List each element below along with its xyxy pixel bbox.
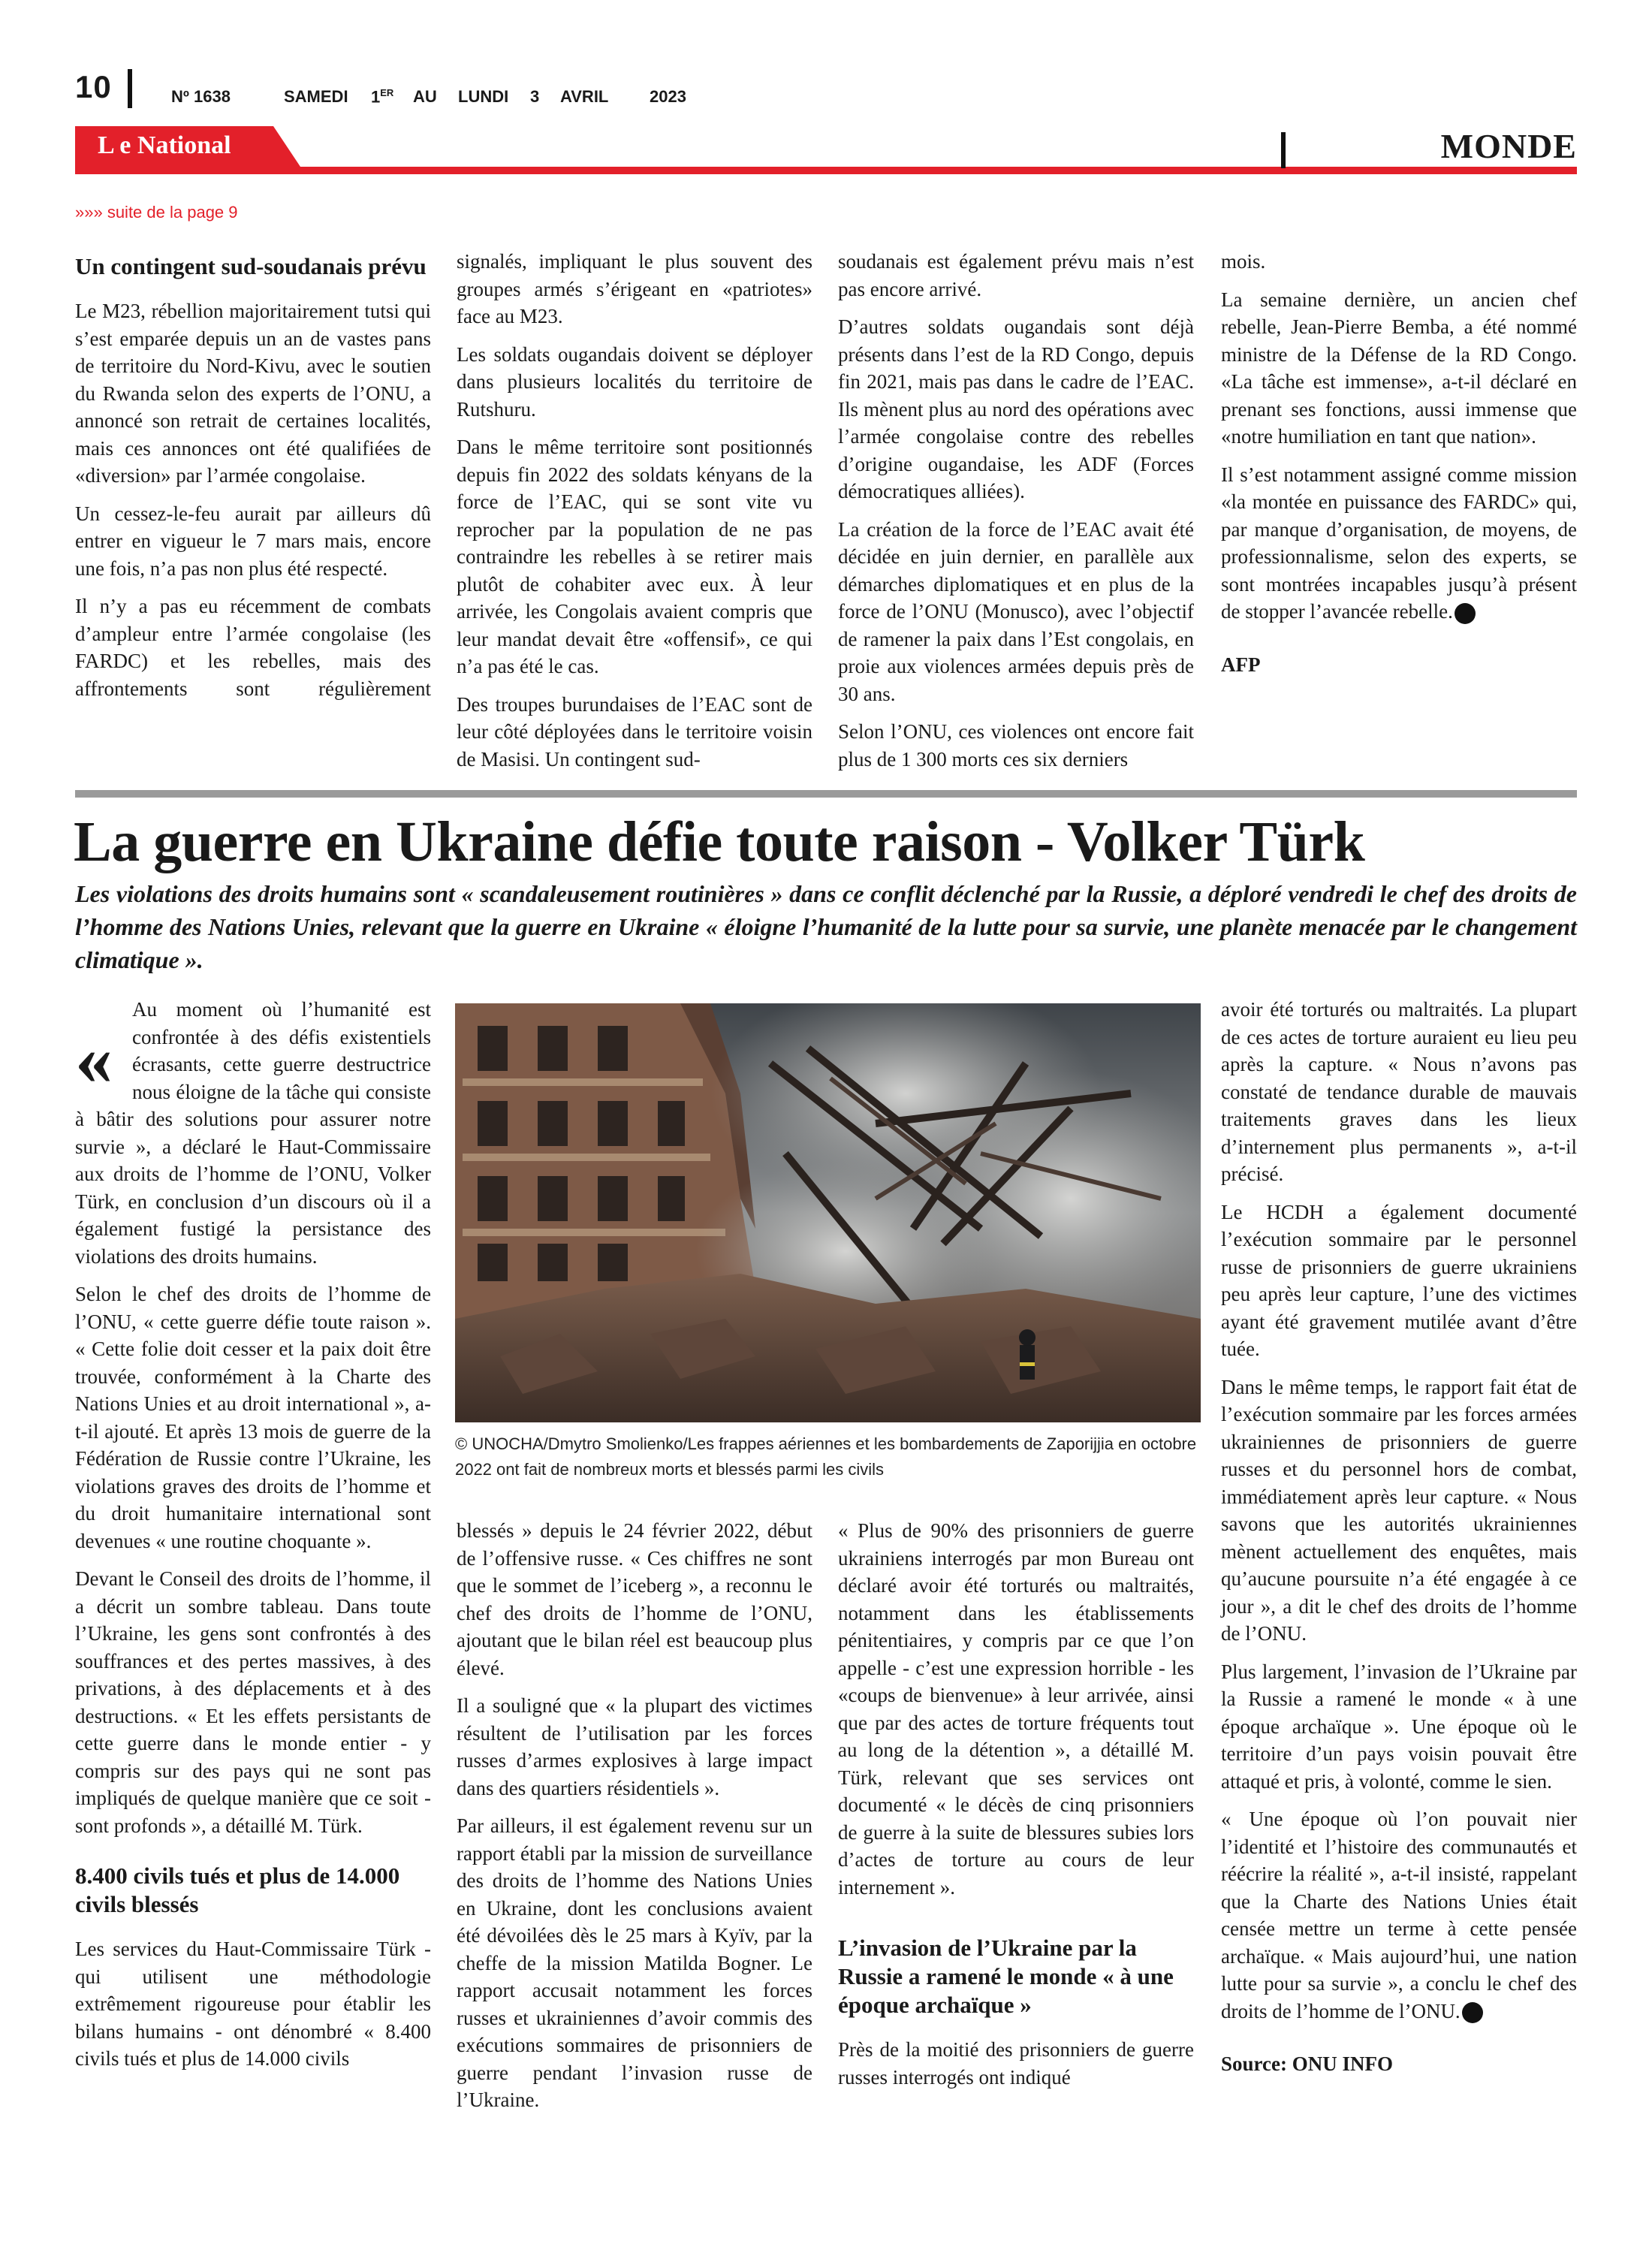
paragraph: Plus largement, l’invasion de l’Ukraine par la Russie a ramené le monde « à une époque archaïque ». Une époque où le territoire d’un pays voisin pouvait être attaqué et pris, à volonté, comme le sien. (1221, 1660, 1577, 1793)
article1-signature: AFP (1221, 653, 1261, 676)
paragraph: Selon le chef des droits de l’homme de l’ONU, « cette guerre défie toute raison ». « Cette folie doit cesser et la paix doit être trouvée, conformément à la Charte des Nations Unies et au droit international », a-t-il ajouté. Et après 13 mois de guerre de la Fédération de Russie contre l’Ukraine, les violations graves des droits de l’homme et du droit humanitaire international sont devenues « une routine choquante ». (75, 1283, 431, 1552)
article2-column-2 (457, 1517, 812, 2125)
destroyed-building-image (455, 1003, 1201, 1422)
paragraph: soudanais est également prévu mais n’est pas encore arrivé. (838, 250, 1194, 300)
paragraph (1221, 461, 1577, 626)
paragraph: La semaine dernière, un ancien chef rebelle, Jean-Pierre Bemba, a été nommé ministre de la Défense de la RD Congo. «La tâche est immense», a-t-il déclaré en prenant ses fonctions, aussi immense que «notre humiliation en tant que nation». (1221, 288, 1577, 448)
paragraph: Devant le Conseil des droits de l’homme, il a décrit un sombre tableau. Dans toute l’Ukraine, les gens sont confrontés à des souffrances et des pertes massives, à des privations, à des déplacements et à des destructions. « Et les effets persistants de cette guerre dans le monde entier - y compris sur des pays qui ne sont pas impliqués de quelque manière que ce soit - sont profonds », a détaillé M. Türk. (75, 1567, 431, 1837)
paragraph: « Plus de 90% des prisonniers de guerre ukrainiens interrogés par mon Bureau ont déclaré avoir été torturés ou maltraités, notamment dans les établissements pénitentiaires, y compris par ce que l’on appelle - c’est une expression horrible - les «coups de bienvenue» à leur arrivée, ainsi que par des actes de torture fréquents tout au long de la détention », a détaillé M. Türk, relevant que ses services ont documenté « le décès de cinq prisonniers de guerre à la suite de blessures subies lors d’actes de torture au cours de leur internement ». (838, 1519, 1194, 1899)
article1-column-3 (838, 248, 1194, 783)
paragraph: Le M23, rébellion majoritairement tutsi qui s’est emparée depuis un an de vastes pans de territoire du Nord-Kivu, avec le soutien du Rwanda selon des experts de l’ONU, a annoncé son retrait de certaines localités, mais ces annonces ont été qualifiées de «diversion» par l’armée congolaise. (75, 300, 431, 487)
paragraph: blessés » depuis le 24 février 2022, début de l’offensive russe. « Ces chiffres ne sont que le sommet de l’iceberg », a reconnu le chef des droits de l’homme de l’ONU, ajoutant que le bilan réel est beaucoup plus élevé. (457, 1519, 812, 1679)
article-separator (75, 790, 1577, 798)
paragraph: signalés, impliquant le plus souvent des groupes armés s’érigeant en «patriotes» face au M23. (457, 250, 812, 327)
brand-name: L e National (98, 131, 231, 159)
paragraph: Au moment où l’humanité est confrontée à des défis existentiels écrasants, cette guerre destructrice nous éloigne de la tâche qui consiste à bâtir des solutions pour assurer notre survie », a déclaré le Haut-Commissaire aux droits de l’homme de l’ONU, Volker Türk, en conclusion d’un discours où il a également fustigé la persistance des violations des droits humains. (75, 996, 431, 1270)
opening-quote-mark: « (75, 1017, 113, 1100)
date-day: SAMEDI (284, 87, 348, 106)
paragraph: Les services du Haut-Commissaire Türk - qui utilisent une méthodologie extrêmement rigoureuse pour établir les bilans humains - ont dénombré « 8.400 civils tués et plus de 14.000 civils (75, 1938, 431, 2070)
end-of-article-icon (1455, 603, 1476, 624)
article2-column-4 (1221, 996, 1577, 2089)
paragraph: Un cessez-le-feu aurait par ailleurs dû entrer en vigueur le 7 mars mais, encore une fois, n’a pas non plus été respecté. (75, 502, 431, 580)
paragraph: Le HCDH a également documenté l’exécution sommaire par le personnel russe de prisonniers de guerre ukrainiens peu après leur capture, l’une des victimes ayant été gravement mutilée avant d’être tuée. (1221, 1200, 1577, 1360)
war-photo (455, 1003, 1201, 1422)
paragraph (1221, 1805, 1577, 2025)
photo-caption: © UNOCHA/Dmytro Smolienko/Les frappes aériennes et les bombardements de Zaporijjia en octobre 2022 ont fait de nombreux morts et blessés parmi les civils (455, 1434, 1197, 1479)
paragraph: Il n’y a pas eu récemment de combats d’ampleur entre l’armée congolaise (les FARDC) et les rebelles, mais des affrontements sont régulièrement (75, 595, 431, 700)
paragraph: La création de la force de l’EAC avait été décidée en juin dernier, en parallèle aux démarches diplomatiques et en plus de la force de l’ONU (Monusco), avec l’objectif de ramener la paix dans l’Est congolais, en proie aux violences armées depuis près de 30 ans. (838, 517, 1194, 705)
continued-from: »»» suite de la page 9 (75, 203, 238, 222)
article1-subhead: Un contingent sud-soudanais prévu (75, 253, 427, 279)
article2-standfirst: Les violations des droits humains sont « scandaleusement routinières » dans ce conflit déclenché par la Russie, a déploré vendredi le chef des droits de l’homme des Nations Unies, relevant que la guerre en Ukraine « éloigne l’humanité de la lutte pour sa survie, une planète menacée par le changement climatique ». (75, 880, 1577, 973)
date-au: AU (413, 87, 437, 106)
paragraph: Il a souligné que « la plupart des victimes résultent de l’utilisation par les forces russes d’armes explosives à large impact dans des quartiers résidentiels ». (457, 1694, 812, 1799)
article2-column-3 (838, 1517, 1194, 2101)
article1-column-4 (1221, 248, 1577, 689)
date-ordinal (371, 87, 393, 107)
end-of-article-icon (1462, 2002, 1483, 2023)
paragraph: avoir été torturés ou maltraités. La plupart de ces actes de torture auraient eu lieu peu après la capture. « Nous n’avons pas constaté de tendance durable de mauvais traitements graves dans les lieux d’internement plus permanents », a-t-il précisé. (1221, 998, 1577, 1185)
quote-spacer (75, 996, 132, 1101)
page-number-divider (128, 69, 132, 108)
article2-subhead-1: 8.400 civils tués et plus de 14.000 civils blessés (75, 1862, 400, 1917)
paragraph: Par ailleurs, il est également revenu sur un rapport établi par la mission de surveillance des droits de l’homme des Nations Unies en Ukraine, dont les conclusions avaient été dévoilées dès le 25 mars à Kyïv, par la cheffe de la mission Matilda Bogner. Le rapport accusait notamment les forces russes et ukrainiennes d’avoir commis des exécutions sommaires de prisonniers de guerre pendant l’invasion russe de l’Ukraine. (457, 1814, 812, 2111)
paragraph-text: Il s’est notamment assigné comme mission «la montée en puissance des FARDC» qui, par manque d’organisation, de moyens, de professionnalisme, selon des experts, se sont montrées incapables jusqu’à présent de stopper l’avancée rebelle. (1221, 463, 1577, 623)
section-divider (1281, 132, 1286, 168)
section-title: MONDE (1440, 127, 1577, 165)
article2-headline: La guerre en Ukraine défie toute raison - Volker Türk (74, 810, 1365, 873)
article2-subhead-2: L’invasion de l’Ukraine par la Russie a ramené le monde « à une époque archaïque » (838, 1935, 1174, 2018)
date-ordinal-suffix: ER (380, 87, 394, 98)
date-month: AVRIL (560, 87, 609, 106)
date-end-day: LUNDI (458, 87, 509, 106)
paragraph: Près de la moitié des prisonniers de guerre russes interrogés ont indiqué (838, 2038, 1194, 2089)
page-number: 10 (75, 69, 112, 104)
date-year: 2023 (650, 87, 686, 106)
paragraph: Dans le même temps, le rapport fait état de l’exécution sommaire par les forces armées ukrainiennes de prisonniers de guerre russes et du personnel hors de combat, immédiatement après leur capture. « Nous savons que les autorités ukrainiennes mènent actuellement des enquêtes, mais qu’aucune poursuite n’a été engagée à ce jour », a dit le chef des droits de l’homme de l’ONU. (1221, 1375, 1577, 1645)
paragraph: D’autres soldats ougandais sont déjà présents dans l’est de la RD Congo, depuis fin 2021, mais pas dans le cadre de l’EAC. Ils mènent plus au nord des opérations avec l’armée congolaise contre des rebelles d’origine ougandaise, les ADF (Forces démocratiques alliées). (838, 315, 1194, 502)
issue-number: Nº 1638 (171, 87, 231, 106)
article2-column-1 (75, 996, 431, 2083)
date-number: 3 (530, 87, 540, 106)
header-rule (75, 167, 1577, 174)
date-ordinal-number: 1 (371, 87, 381, 107)
article1-column-1 (75, 252, 431, 713)
paragraph: Des troupes burundaises de l’EAC sont de leur côté déployées dans le territoire voisin de Masisi. Un contingent sud- (457, 692, 812, 771)
paragraph: Les soldats ougandais doivent se déployer dans plusieurs localités du territoire de Rutshuru. (457, 342, 812, 421)
paragraph: Selon l’ONU, ces violences ont encore fait plus de 1 300 morts ces six derniers (838, 720, 1194, 771)
paragraph: Dans le même territoire sont positionnés depuis fin 2022 des soldats kényans de la force de l’EAC, qui se sont vite vu reprocher par la population de ne pas contraindre les rebelles à se retirer mais plutôt de cohabiter avec eux. À leur arrivée, les Congolais avaient compris que leur mandat devait être «offensif», ce qui n’a pas été le cas. (457, 436, 812, 677)
paragraph-text: « Une époque où l’on pouvait nier l’identité et l’histoire des communautés et réécrire la réalité », a-t-il insisté, rappelant que la Charte des Nations Unies était censée mettre un terme à cette pensée archaïque. « Mais aujourd’hui, une nation lutte pour sa survie », a conclu le chef des droits de l’homme de l’ONU. (1221, 1808, 1577, 2022)
article1-column-2 (457, 248, 812, 783)
paragraph: mois. (1221, 250, 1266, 273)
article2-signature: Source: ONU INFO (1221, 2052, 1393, 2075)
